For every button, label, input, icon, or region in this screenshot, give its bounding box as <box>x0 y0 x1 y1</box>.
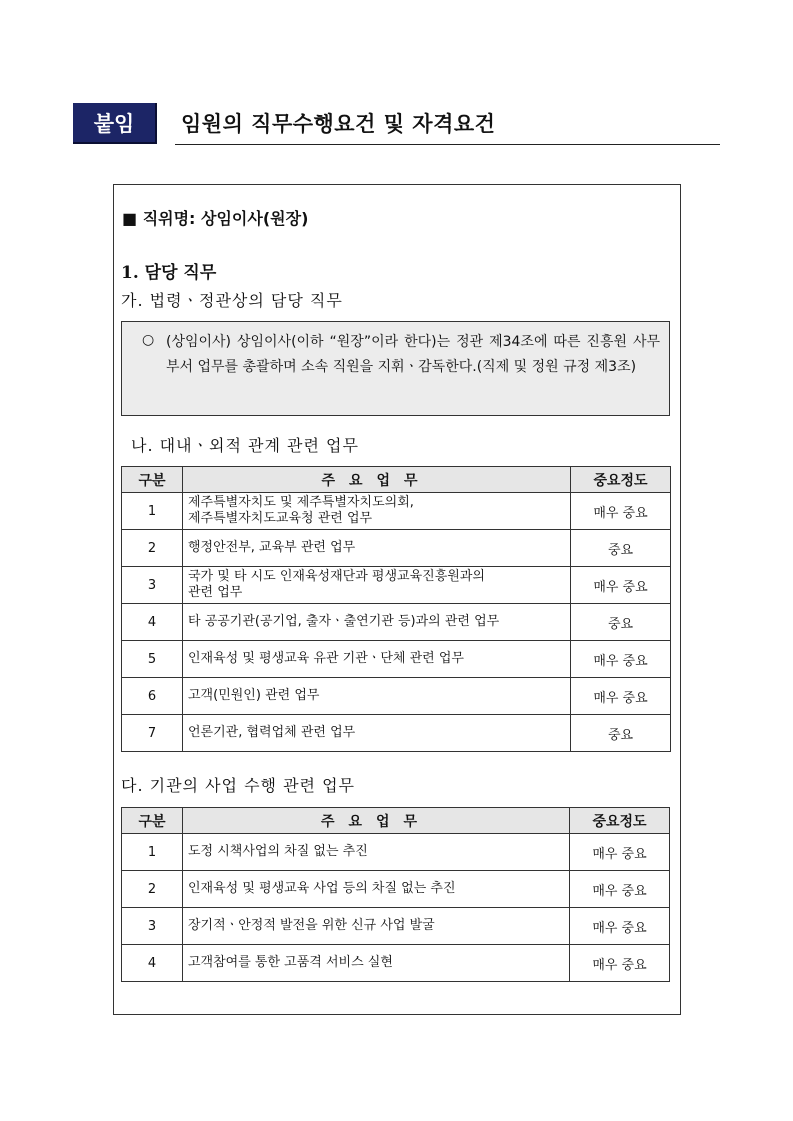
row-number: 7 <box>122 715 183 752</box>
row-task: 제주특별자치도 및 제주특별자치도의회, 제주특별자치도교육청 관련 업무 <box>183 493 571 530</box>
row-task: 인재육성 및 평생교육 유관 기관ㆍ단체 관련 업무 <box>183 641 571 678</box>
position-label: ■ 직위명: 상임이사(원장) <box>122 209 309 228</box>
attachment-badge: 붙임 <box>73 103 157 144</box>
row-importance: 중요 <box>571 715 671 752</box>
table-row <box>122 641 671 678</box>
row-importance: 매우 중요 <box>570 908 670 945</box>
circle-bullet-icon: ○ <box>142 332 155 348</box>
table-row <box>122 493 671 530</box>
table-row <box>122 715 671 752</box>
row-importance: 매우 중요 <box>571 567 671 604</box>
duty-note-box <box>121 321 670 416</box>
section-heading: 1. 담당 직무 <box>121 263 217 283</box>
row-task: 고객(민원인) 관련 업무 <box>183 678 571 715</box>
business-table <box>121 807 670 982</box>
row-task: 인재육성 및 평생교육 사업 등의 차질 없는 추진 <box>183 871 570 908</box>
col-header-importance: 중요정도 <box>571 467 671 493</box>
col-header-task: 주요업무 <box>183 467 571 493</box>
row-importance: 매우 중요 <box>571 641 671 678</box>
document-title: 임원의 직무수행요건 및 자격요건 <box>181 112 496 136</box>
row-importance: 매우 중요 <box>571 678 671 715</box>
row-number: 2 <box>122 530 183 567</box>
row-importance: 매우 중요 <box>571 493 671 530</box>
col-header-no: 구분 <box>122 808 183 834</box>
subsection-a-heading: 가. 법령ㆍ정관상의 담당 직무 <box>121 291 343 310</box>
row-task: 국가 및 타 시도 인재육성재단과 평생교육진흥원과의 관련 업무 <box>183 567 571 604</box>
subsection-c-heading: 다. 기관의 사업 수행 관련 업무 <box>121 776 355 795</box>
row-importance: 매우 중요 <box>570 871 670 908</box>
row-task: 장기적ㆍ안정적 발전을 위한 신규 사업 발굴 <box>183 908 570 945</box>
col-header-no: 구분 <box>122 467 183 493</box>
table-row <box>122 834 670 871</box>
row-task: 도정 시책사업의 차질 없는 추진 <box>183 834 570 871</box>
row-number: 3 <box>122 567 183 604</box>
row-number: 4 <box>122 945 183 982</box>
row-number: 3 <box>122 908 183 945</box>
row-task: 언론기관, 협력업체 관련 업무 <box>183 715 571 752</box>
row-number: 1 <box>122 493 183 530</box>
row-importance: 중요 <box>571 604 671 641</box>
row-number: 2 <box>122 871 183 908</box>
relations-table <box>121 466 671 752</box>
table-header-row <box>122 467 671 493</box>
row-task: 행정안전부, 교육부 관련 업무 <box>183 530 571 567</box>
table-row <box>122 678 671 715</box>
row-number: 4 <box>122 604 183 641</box>
table-row <box>122 871 670 908</box>
row-number: 1 <box>122 834 183 871</box>
title-underline <box>175 144 720 145</box>
duty-note-text: (상임이사) 상임이사(이하 “원장”이라 한다)는 정관 제34조에 따른 진흥원 사무부서 업무를 총괄하며 소속 직원을 지휘ㆍ감독한다.(직제 및 정원 규정 제3조) <box>166 334 660 375</box>
col-header-importance: 중요정도 <box>570 808 670 834</box>
subsection-b-heading: 나. 대내ㆍ외적 관계 관련 업무 <box>131 436 359 455</box>
table-row <box>122 567 671 604</box>
row-importance: 매우 중요 <box>570 945 670 982</box>
col-header-task: 주요업무 <box>183 808 570 834</box>
table-header-row <box>122 808 670 834</box>
table-row <box>122 530 671 567</box>
row-number: 6 <box>122 678 183 715</box>
table-row <box>122 945 670 982</box>
row-task: 고객참여를 통한 고품격 서비스 실현 <box>183 945 570 982</box>
row-task: 타 공공기관(공기업, 출자ㆍ출연기관 등)과의 관련 업무 <box>183 604 571 641</box>
table-row <box>122 604 671 641</box>
row-number: 5 <box>122 641 183 678</box>
row-importance: 중요 <box>571 530 671 567</box>
row-importance: 매우 중요 <box>570 834 670 871</box>
table-row <box>122 908 670 945</box>
